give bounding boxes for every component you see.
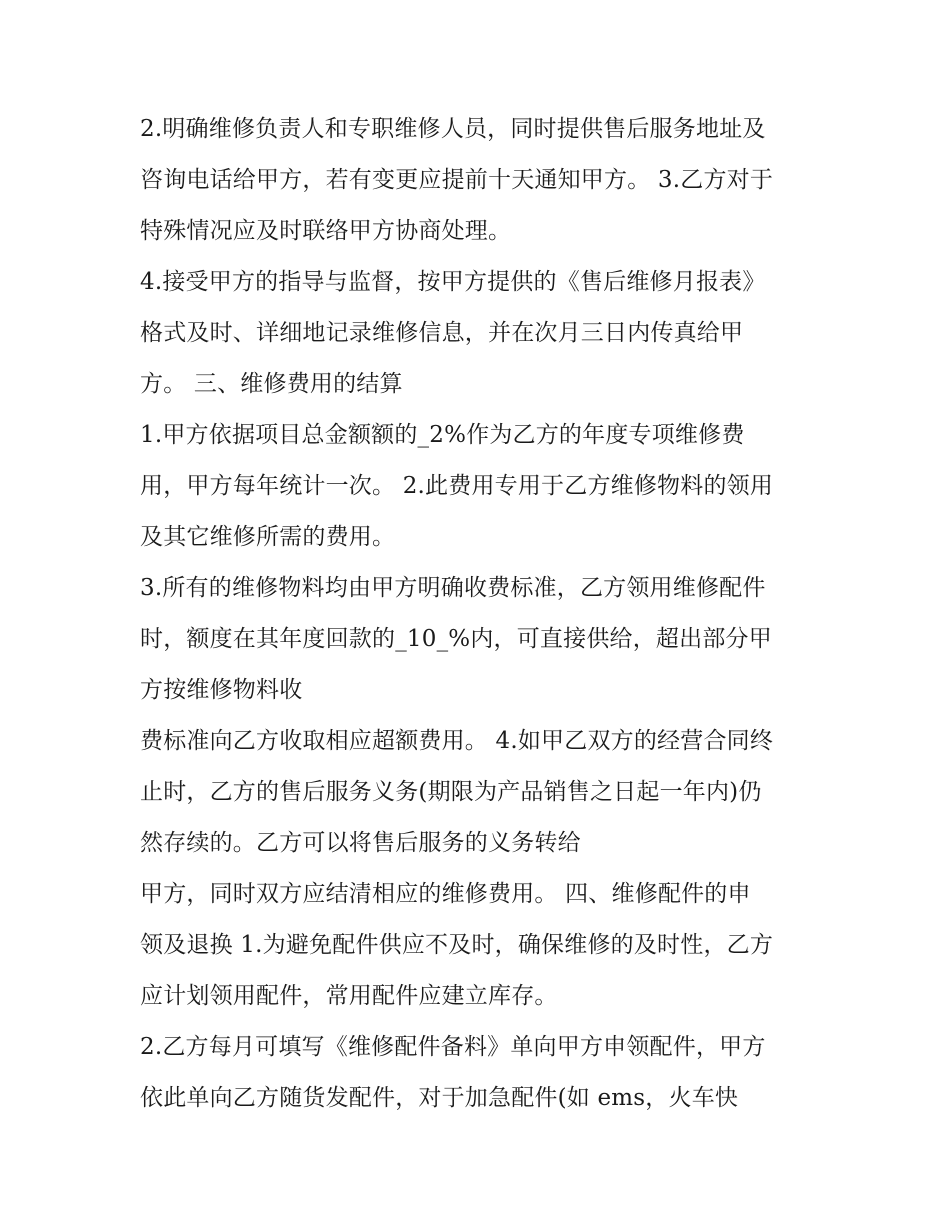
text-line: 依此单向乙方随货发配件，对于加急配件(如 ems，火车快 (140, 1085, 739, 1111)
text-line: 时，额度在其年度回款的_10_%内，可直接供给，超出部分甲 (140, 626, 772, 652)
text-line: 费标准向乙方收取相应超额费用。 4.如甲乙双方的经营合同终 (140, 728, 774, 754)
text-line: 方按维修物料收 (140, 677, 303, 703)
text-line: 及其它维修所需的费用。 (140, 524, 396, 550)
text-line: 2.明确维修负责人和专职维修人员，同时提供售后服务地址及 (140, 116, 766, 142)
text-line: 咨询电话给甲方，若有变更应提前十天通知甲方。 3.乙方对于 (140, 167, 774, 193)
text-line: 然存续的。乙方可以将售后服务的义务转给 (140, 830, 581, 856)
text-line: 领及退换 1.为避免配件供应不及时，确保维修的及时性，乙方 (140, 932, 774, 958)
document-body (140, 104, 830, 1124)
text-line: 用，甲方每年统计一次。 2.此费用专用于乙方维修物料的领用 (140, 473, 774, 499)
text-line: 方。 三、维修费用的结算 (140, 371, 403, 397)
text-line: 1.甲方依据项目总金额额的_2%作为乙方的年度专项维修费 (140, 422, 745, 448)
text-line: 4.接受甲方的指导与监督，按甲方提供的《售后维修月报表》 (140, 269, 766, 295)
text-line: 特殊情况应及时联络甲方协商处理。 (140, 218, 512, 244)
text-line: 2.乙方每月可填写《维修配件备料》单向甲方申领配件，甲方 (140, 1034, 766, 1060)
text-line: 应计划领用配件，常用配件应建立库存。 (140, 983, 558, 1009)
text-line: 3.所有的维修物料均由甲方明确收费标准，乙方领用维修配件 (140, 575, 766, 601)
text-line: 甲方，同时双方应结清相应的维修费用。 四、维修配件的申 (140, 881, 751, 907)
text-line: 止时，乙方的售后服务义务(期限为产品销售之日起一年内)仍 (140, 779, 762, 805)
text-line: 格式及时、详细地记录维修信息，并在次月三日内传真给甲 (140, 320, 744, 346)
